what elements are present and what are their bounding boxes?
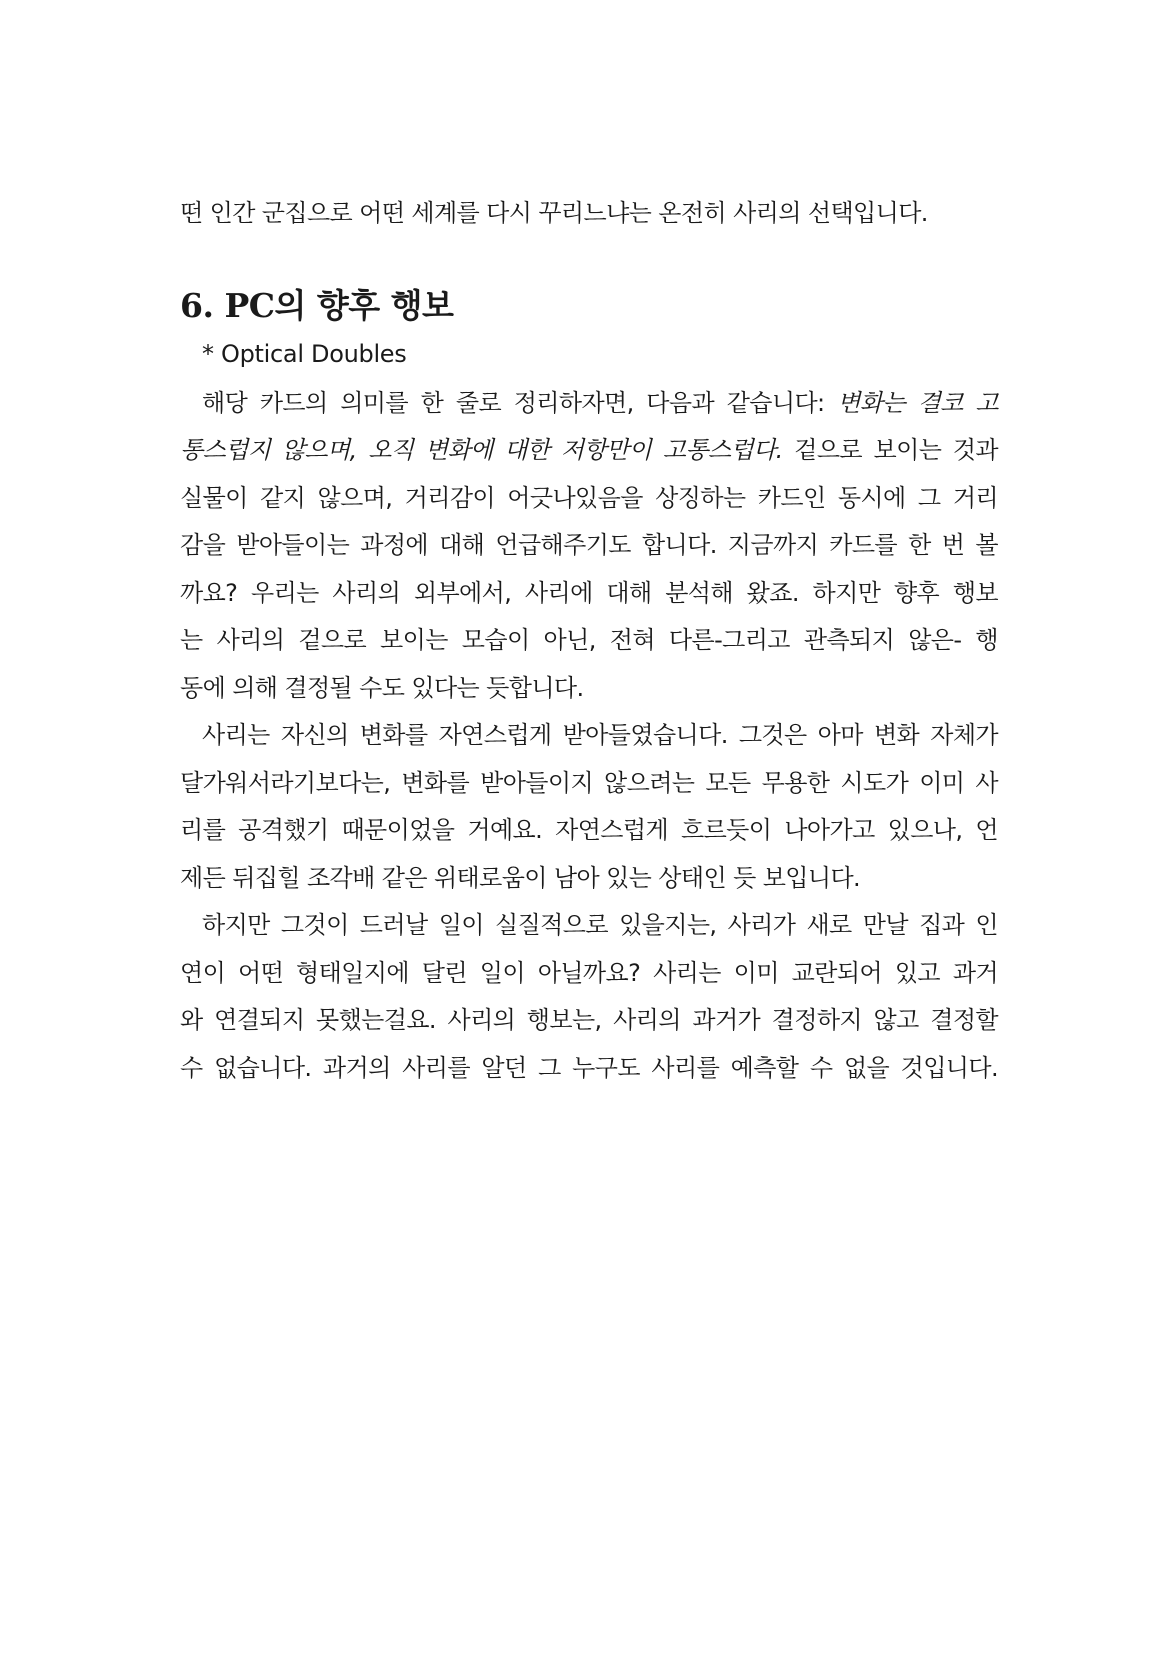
document-page [180, 190, 998, 1092]
paragraph-3 [180, 902, 998, 1092]
paragraph-line: 는 사리의 겉으로 보이는 모습이 아닌, 전혀 다른-그리고 관측되지 않은- 행 [180, 626, 998, 654]
paragraph-line: 달가워서라기보다는, 변화를 받아들이지 않으려는 모든 무용한 시도가 이미 사 [180, 768, 998, 797]
plain-text: 해당 카드의 의미를 한 줄로 정리하자면, 다음과 같습니다: [202, 388, 838, 417]
paragraph-line [180, 427, 998, 475]
paragraph-line: 까요? 우리는 사리의 외부에서, 사리에 대해 분석해 왔죠. 하지만 향후 행보 [180, 578, 998, 607]
section-subtitle: * Optical Doubles [202, 339, 407, 368]
paragraph-1 [180, 380, 998, 713]
italic-quote: 변화는 결코 고 [837, 388, 998, 417]
paragraph-line: 연이 어떤 형태일지에 달린 일이 아닐까요? 사리는 이미 교란되어 있고 과거 [180, 958, 998, 987]
paragraph-line: 와 연결되지 못했는걸요. 사리의 행보는, 사리의 과거가 결정하지 않고 결정할 [180, 1006, 998, 1034]
paragraph-line: 감을 받아들이는 과정에 대해 언급해주기도 합니다. 지금까지 카드를 한 번 볼 [180, 531, 998, 559]
paragraph-line: 실물이 같지 않으며, 거리감이 어긋나있음을 상징하는 카드인 동시에 그 거리 [180, 483, 998, 512]
paragraph-line: 리를 공격했기 때문이었을 거예요. 자연스럽게 흐르듯이 나아가고 있으나, 언 [180, 816, 998, 844]
paragraph-line: 제든 뒤집힐 조각배 같은 위태로움이 남아 있는 상태인 듯 보입니다. [180, 863, 861, 892]
paragraph-2 [180, 712, 998, 902]
paragraph-line: 하지만 그것이 드러날 일이 실질적으로 있을지는, 사리가 새로 만날 집과 인 [202, 911, 998, 939]
section-heading: 6. PC의 향후 행보 [180, 285, 454, 325]
paragraph-line [180, 380, 998, 428]
intro-line: 떤 인간 군집으로 어떤 세계를 다시 꾸리느냐는 온전히 사리의 선택입니다. [180, 199, 928, 227]
italic-quote: 통스럽지 않으며, 오직 변화에 대한 저항만이 고통스럽다. [180, 436, 783, 464]
paragraph-line: 동에 의해 결정될 수도 있다는 듯합니다. [180, 673, 584, 702]
plain-text: 겉으로 보이는 것과 [782, 436, 998, 464]
paragraph-line: 수 없습니다. 과거의 사리를 알던 그 누구도 사리를 예측할 수 없을 것입니다. [180, 1053, 998, 1082]
paragraph-line: 사리는 자신의 변화를 자연스럽게 받아들였습니다. 그것은 아마 변화 자체가 [202, 721, 998, 749]
